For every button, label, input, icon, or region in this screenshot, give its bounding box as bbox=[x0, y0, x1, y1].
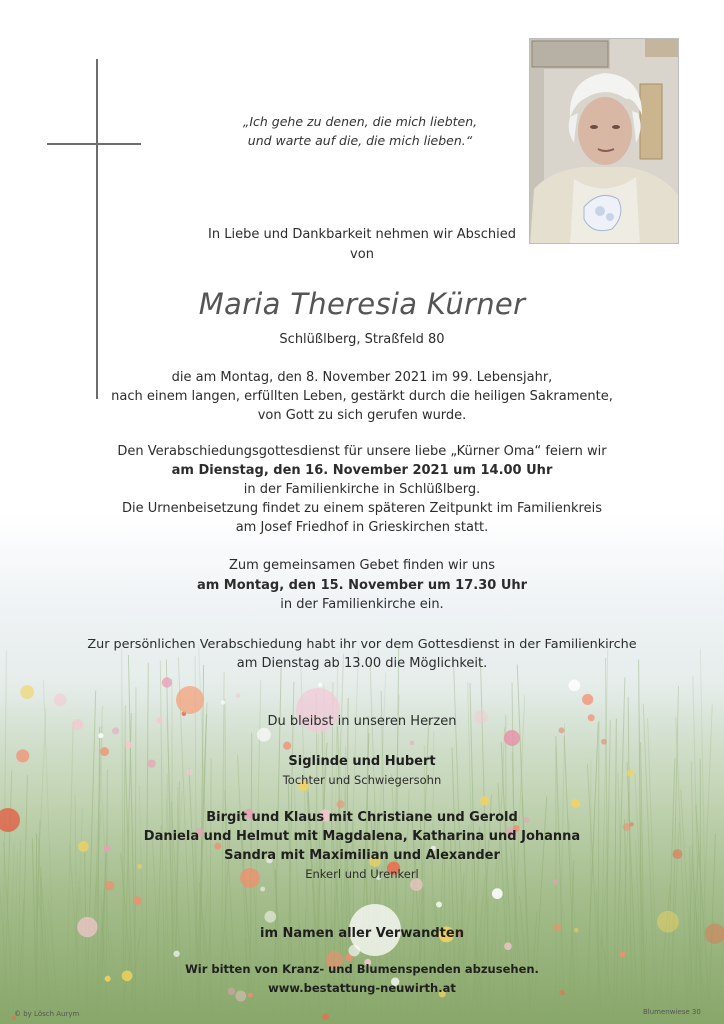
prayer-line-3: in der Familienkirche ein. bbox=[280, 597, 444, 612]
death-notice-line-2: nach einem langen, erfüllten Leben, gestärkt durch die heiligen Sakramente, bbox=[111, 389, 613, 404]
deceased-address: Schlüßlberg, Straßfeld 80 bbox=[279, 332, 445, 347]
death-notice-line-3: von Gott zu sich gerufen wurde. bbox=[257, 408, 467, 423]
service-date: am Dienstag, den 16. November 2021 um 14.00 Uhr bbox=[171, 463, 553, 478]
template-label: Blumenwiese 30 bbox=[643, 1008, 701, 1016]
grandchildren-line-3: Sandra mit Maximilian und Alexander bbox=[224, 848, 500, 863]
grandchildren-line-1: Birgit und Klaus mit Christiane und Gerold bbox=[206, 810, 518, 825]
children-names: Siglinde und Hubert bbox=[288, 754, 436, 769]
closing-line: Du bleibst in unseren Herzen bbox=[267, 714, 457, 729]
farewell-line-1: Zur persönlichen Verabschiedung habt ihr vor dem Gottesdienst in der Familienkirche bbox=[87, 637, 637, 652]
prayer-date: am Montag, den 15. November um 17.30 Uhr bbox=[196, 578, 528, 593]
quote-line-2: und warte auf die, die mich lieben.“ bbox=[247, 133, 473, 148]
donation-request: Wir bitten von Kranz- und Blumenspenden abzusehen. bbox=[185, 962, 539, 976]
funeral-home-website[interactable]: www.bestattung-neuwirth.at bbox=[268, 981, 456, 995]
children-role: Tochter und Schwiegersohn bbox=[282, 773, 442, 787]
intro-line-1: In Liebe und Dankbarkeit nehmen wir Abschied bbox=[208, 227, 516, 242]
death-notice-line-1: die am Montag, den 8. November 2021 im 99. Lebensjahr, bbox=[171, 370, 553, 385]
service-line-5: am Josef Friedhof in Grieskirchen statt. bbox=[235, 520, 489, 535]
farewell-line-2: am Dienstag ab 13.00 die Möglichkeit. bbox=[236, 656, 488, 671]
service-line-3: in der Familienkirche in Schlüßlberg. bbox=[243, 482, 481, 497]
relatives-line: im Namen aller Verwandten bbox=[260, 926, 464, 941]
photo-credit: © by Lösch Aurym bbox=[14, 1010, 80, 1018]
intro-line-2: von bbox=[350, 247, 374, 262]
grandchildren-line-2: Daniela und Helmut mit Magdalena, Katharina und Johanna bbox=[143, 829, 581, 844]
service-line-4: Die Urnenbeisetzung findet zu einem späteren Zeitpunkt im Familienkreis bbox=[121, 501, 602, 516]
service-line-1: Den Verabschiedungsgottesdienst für unsere liebe „Kürner Oma“ feiern wir bbox=[117, 444, 607, 459]
quote-line-1: „Ich gehe zu denen, die mich liebten, bbox=[242, 114, 478, 129]
grandchildren-role: Enkerl und Urenkerl bbox=[305, 867, 419, 881]
prayer-line-1: Zum gemeinsamen Gebet finden wir uns bbox=[228, 558, 496, 573]
deceased-name: Maria Theresia Kürner bbox=[198, 287, 526, 321]
